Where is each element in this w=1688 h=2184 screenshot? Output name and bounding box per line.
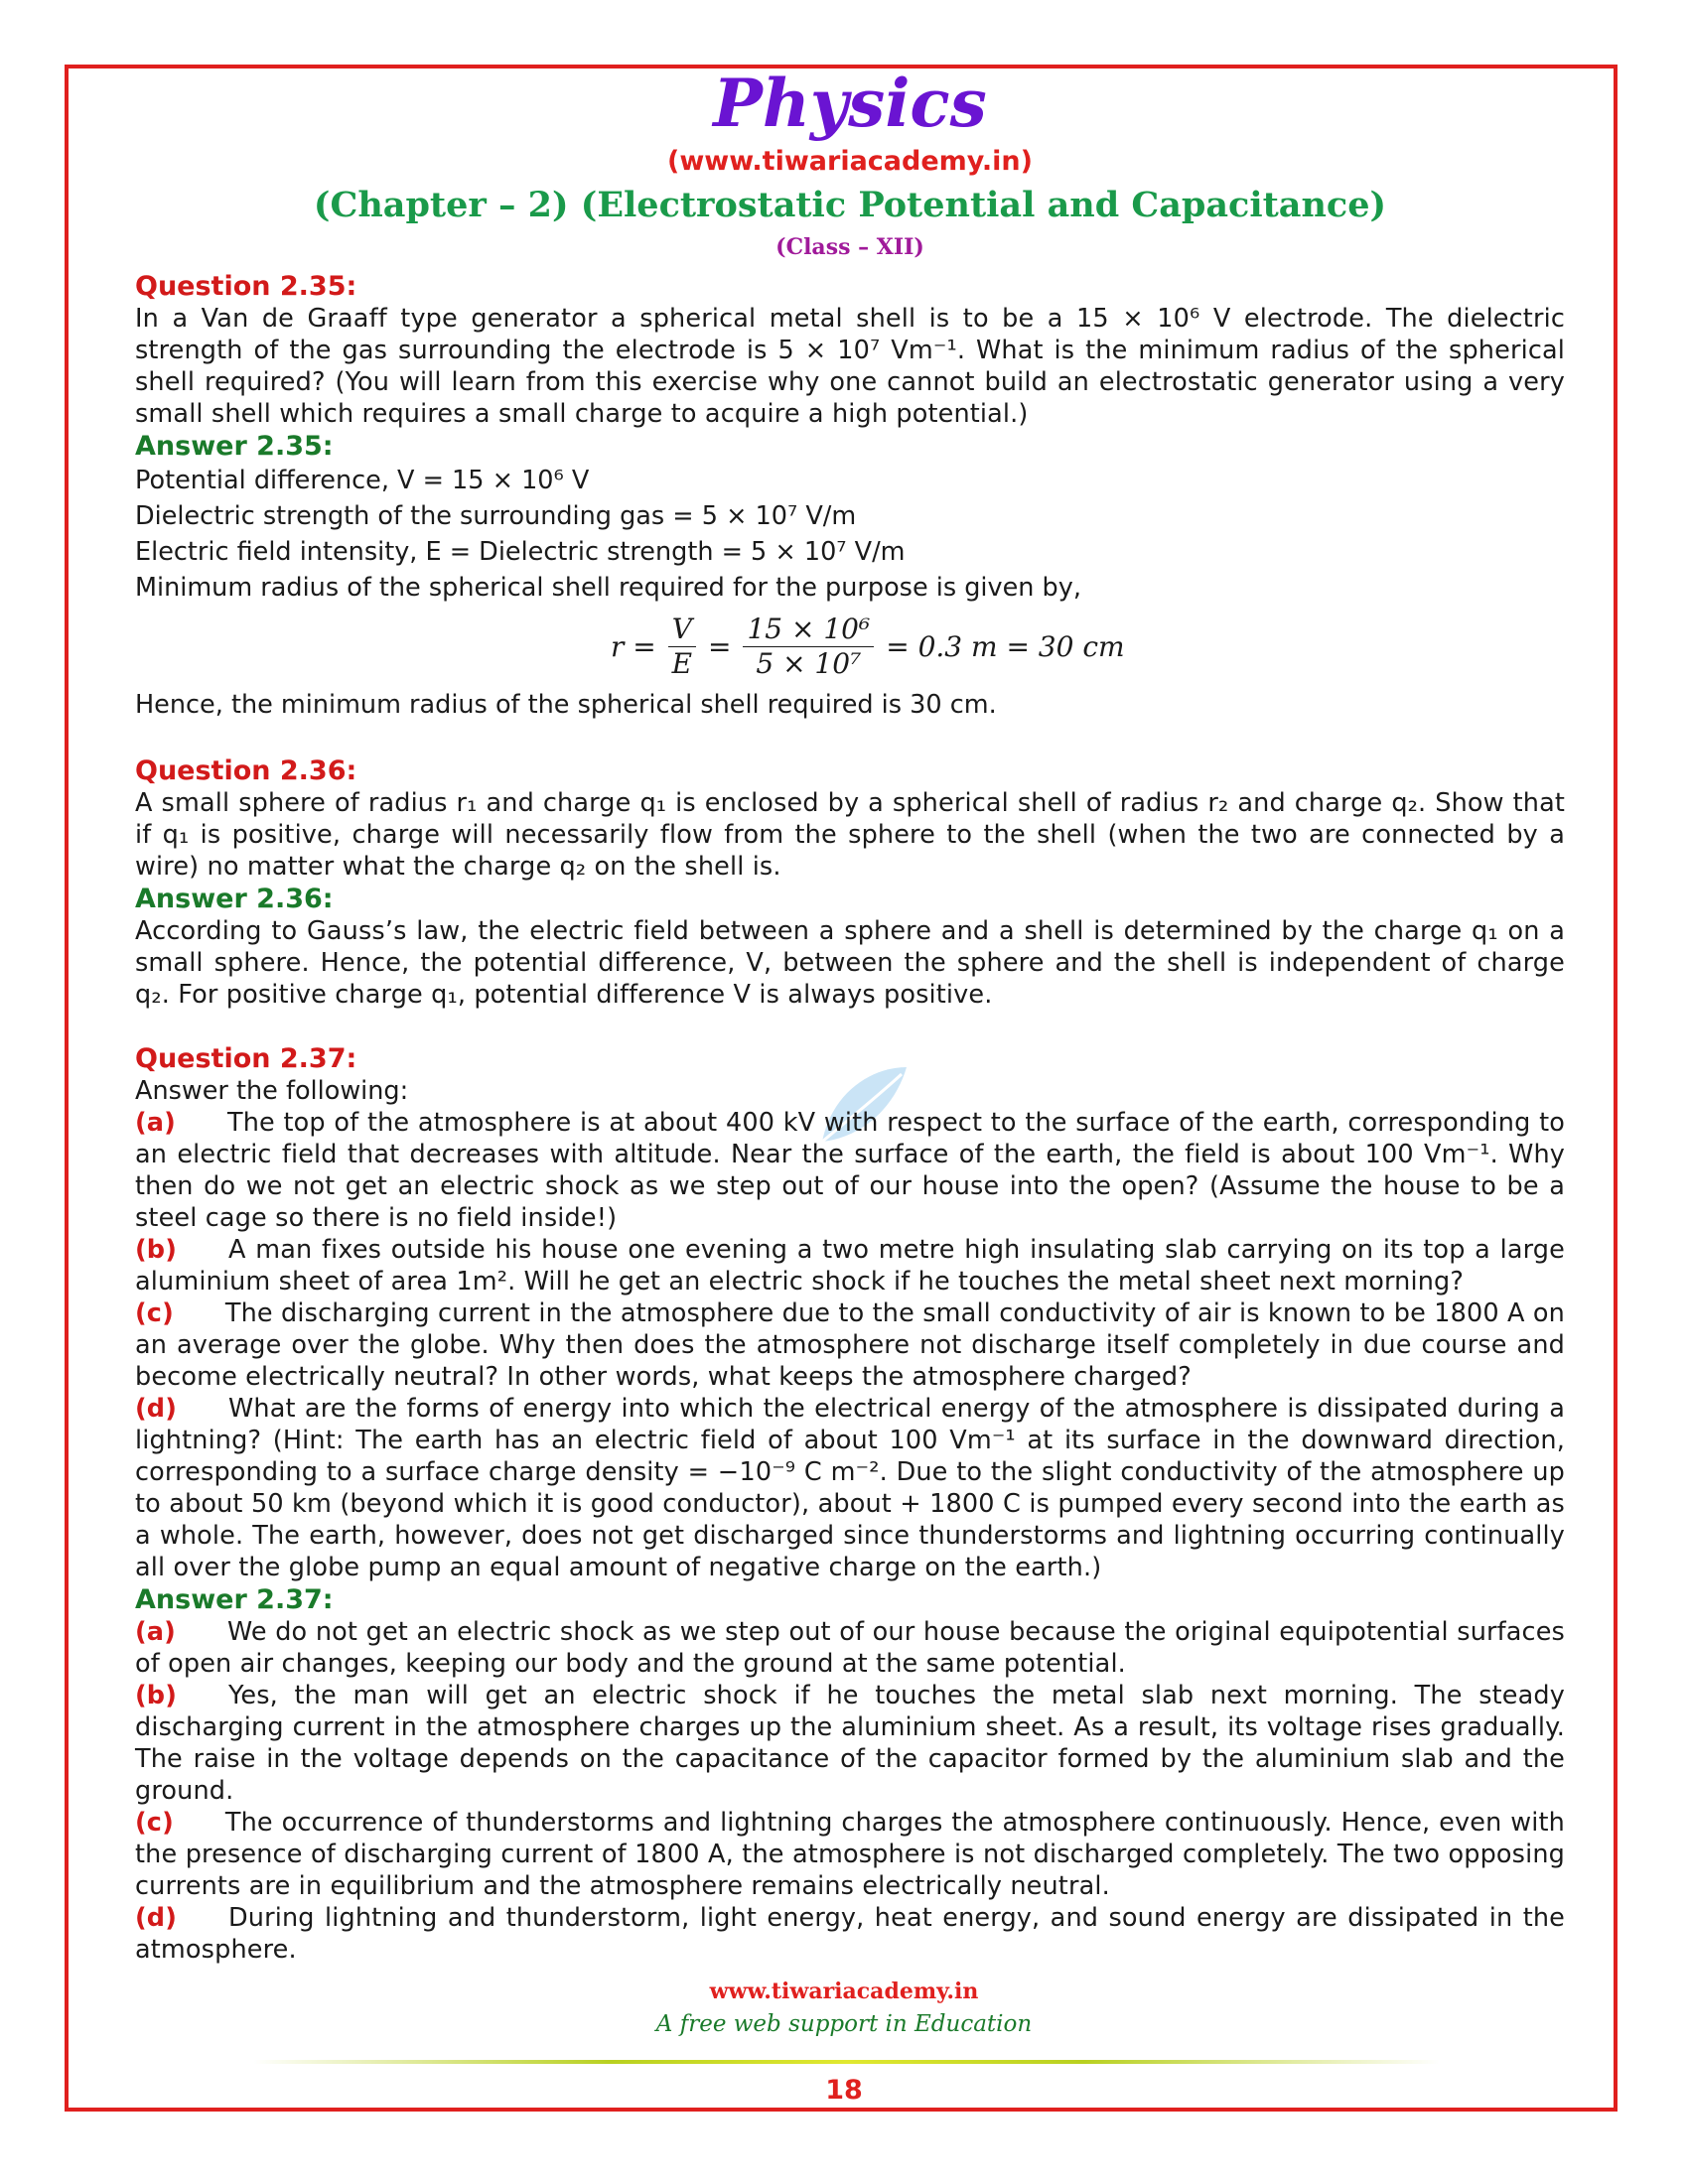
answer-part-c bbox=[135, 1807, 1565, 1902]
part-label: (c) bbox=[135, 1808, 174, 1838]
fraction-v-over-e bbox=[668, 613, 696, 681]
part-text: During lightning and thunderstorm, light energy, heat energy, and sound energy are dissipated in the atmosphere. bbox=[135, 1903, 1565, 1965]
answer-label: Answer 2.36: bbox=[135, 884, 334, 914]
part-text: The top of the atmosphere is at about 400 kV with respect to the surface of the earth, corresponding to an electric field that decreases with altitude. Near the surface of the earth, the field is about 100 Vm⁻¹. Why then do we not get an electric shock as we step out of our house into the open? (Assume the house to be a steel cage so there is no field inside!) bbox=[135, 1108, 1565, 1233]
chapter-heading: (Chapter – 2) (Electrostatic Potential and Capacitance) bbox=[313, 185, 1387, 225]
answer-label: Answer 2.37: bbox=[135, 1584, 334, 1615]
document-body bbox=[135, 64, 1565, 1966]
answer-text: According to Gauss’s law, the electric field between a sphere and a shell is determined by the charge q₁ on a small sphere. Hence, the potential difference, V, between the sphere and the shell is independent of charge q₂. For positive charge q₁, potential difference V is always positive. bbox=[135, 916, 1565, 1010]
answer-line: Electric field intensity, E = Dielectric strength = 5 × 10⁷ V/m bbox=[135, 537, 906, 567]
fraction-numerator: V bbox=[668, 613, 696, 647]
site-url: (www.tiwariacademy.in) bbox=[666, 146, 1033, 177]
fraction-denominator: 5 × 10⁷ bbox=[756, 646, 862, 680]
part-text: Yes, the man will get an electric shock if he touches the metal slab next morning. The steady discharging current in the atmosphere charges up the aluminium sheet. As a result, its voltage rises gradually. The raise in the voltage depends on the capacitance of the capacitor formed by the aluminium slab and the ground. bbox=[135, 1681, 1565, 1806]
question-text: In a Van de Graaff type generator a spherical metal shell is to be a 15 × 10⁶ V electrode. The dielectric strength of the gas surrounding the electrode is 5 × 10⁷ Vm⁻¹. What is the minimum radius of the spherical shell required? (You will learn from this exercise why one cannot build an electrostatic generator using a very small shell which requires a small charge to acquire a high potential.) bbox=[135, 304, 1565, 429]
answer-label: Answer 2.35: bbox=[135, 431, 334, 462]
answer-line: Potential difference, V = 15 × 10⁶ V bbox=[135, 466, 590, 495]
question-part-b bbox=[135, 1234, 1565, 1297]
fraction-denominator: E bbox=[671, 646, 693, 680]
equation-lhs: r = bbox=[611, 629, 656, 663]
answer-line: Dielectric strength of the surrounding gas = 5 × 10⁷ V/m bbox=[135, 501, 857, 531]
question-label: Question 2.37: bbox=[135, 1043, 357, 1074]
answer-line: Minimum radius of the spherical shell required for the purpose is given by, bbox=[135, 573, 1081, 603]
page-number: 18 bbox=[825, 2075, 863, 2106]
part-label: (c) bbox=[135, 1298, 174, 1328]
part-text: What are the forms of energy into which the electrical energy of the atmosphere is dissipated during a lightning? (Hint: The earth has an electric field of about 100 Vm⁻¹ at its surface in the downward direction, corresponding to a surface charge density = −10⁻⁹ C m⁻². Due to the slight conductivity of the atmosphere up to about 50 km (beyond which it is good conductor), about + 1800 C is pumped every second into the earth as a whole. The earth, however, does not get discharged since thunderstorms and lightning occurring continually all over the globe pump an equal amount of negative charge on the earth.) bbox=[135, 1394, 1565, 1582]
footer-site-link[interactable]: www.tiwariacademy.in bbox=[709, 1979, 979, 2004]
part-label: (a) bbox=[135, 1617, 176, 1647]
question-intro: Answer the following: bbox=[135, 1076, 409, 1106]
equals-sign: = bbox=[707, 629, 732, 663]
answer-part-d bbox=[135, 1902, 1565, 1966]
part-label: (b) bbox=[135, 1681, 178, 1710]
part-label: (d) bbox=[135, 1394, 178, 1424]
part-text: A man fixes outside his house one evening a two metre high insulating slab carrying on its top a large aluminium sheet of area 1m². Will he get an electric shock if he touches the metal sheet next morning? bbox=[135, 1235, 1565, 1297]
question-part-a bbox=[135, 1107, 1565, 1234]
part-label: (d) bbox=[135, 1903, 178, 1933]
part-text: The discharging current in the atmosphere due to the small conductivity of air is known to be 1800 A on an average over the globe. Why then does the atmosphere not discharge itself completely in due course and become electrically neutral? In other words, what keeps the atmosphere charged? bbox=[135, 1298, 1565, 1392]
question-text: A small sphere of radius r₁ and charge q₁ is enclosed by a spherical shell of radius r₂ and charge q₂. Show that if q₁ is positive, charge will necessarily flow from the sphere to the shell (when the two are connected by a wire) no matter what the charge q₂ on the shell is. bbox=[135, 788, 1565, 882]
fraction-values bbox=[743, 613, 874, 681]
answer-part-a bbox=[135, 1616, 1565, 1680]
class-label: (Class – XII) bbox=[775, 234, 924, 260]
question-label: Question 2.36: bbox=[135, 755, 357, 786]
answer-part-b bbox=[135, 1680, 1565, 1807]
question-part-c bbox=[135, 1297, 1565, 1393]
page-title: Physics bbox=[713, 65, 987, 142]
question-label: Question 2.35: bbox=[135, 271, 357, 302]
equation-rhs: = 0.3 m = 30 cm bbox=[886, 629, 1125, 663]
answer-conclusion: Hence, the minimum radius of the spherical shell required is 30 cm. bbox=[135, 690, 997, 720]
question-part-d bbox=[135, 1393, 1565, 1583]
radius-equation bbox=[607, 606, 1565, 687]
part-label: (b) bbox=[135, 1235, 178, 1265]
part-label: (a) bbox=[135, 1108, 176, 1138]
part-text: The occurrence of thunderstorms and lightning charges the atmosphere continuously. Hence, even with the presence of discharging current of 1800 A, the atmosphere is not discharged completely. The two opposing currents are in equilibrium and the atmosphere remains electrically neutral. bbox=[135, 1808, 1565, 1901]
footer-divider bbox=[253, 2060, 1440, 2064]
footer-tagline: A free web support in Education bbox=[655, 2011, 1033, 2037]
part-text: We do not get an electric shock as we step out of our house because the original equipotential surfaces of open air changes, keeping our body and the ground at the same potential. bbox=[135, 1617, 1565, 1679]
fraction-numerator: 15 × 10⁶ bbox=[743, 613, 874, 647]
